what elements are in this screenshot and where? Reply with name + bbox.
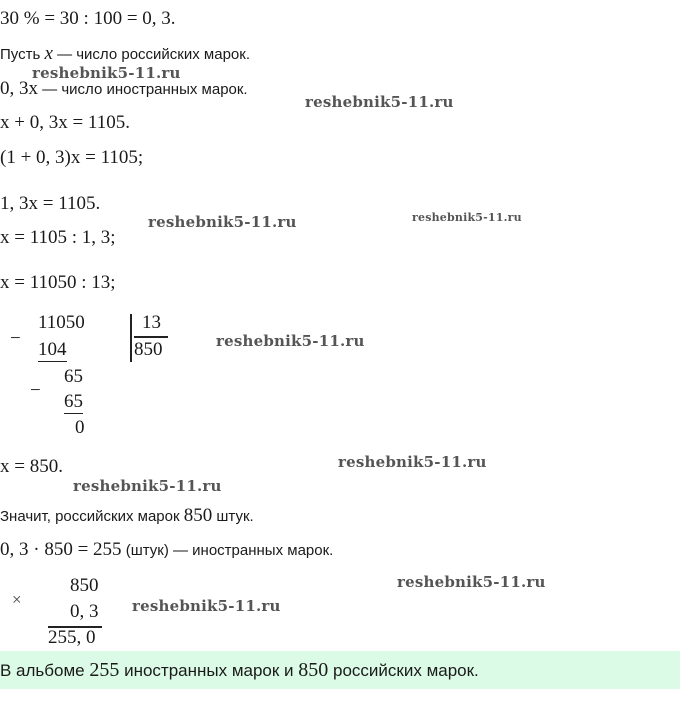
- conclusion-line: [0, 505, 254, 527]
- division-quotient: 850: [134, 339, 163, 360]
- foreign-var: 0, 3x: [0, 78, 38, 99]
- conclusion-suffix: штук.: [212, 508, 254, 525]
- answer-text: В альбоме 255 иностранных марок и 850 российских марок.: [0, 659, 479, 681]
- division-dividend: 11050: [38, 312, 85, 333]
- answer-banner: [0, 651, 680, 689]
- division-divisor: 13: [142, 312, 161, 333]
- multiplication-factor-2: 0, 3: [70, 601, 99, 622]
- division-horizontal-bar: [134, 336, 168, 338]
- equation-4: x = 1105 : 1, 3;: [0, 227, 116, 248]
- multiplication-factor-1: 850: [70, 575, 99, 596]
- percent-line: 30 % = 30 : 100 = 0, 3.: [0, 8, 176, 29]
- equation-2: (1 + 0, 3)x = 1105;: [0, 147, 144, 168]
- equation-6: x = 850.: [0, 456, 63, 477]
- equation-3: 1, 3x = 1105.: [0, 193, 101, 214]
- foreign-suffix: — число иностранных марок.: [38, 81, 248, 98]
- conclusion-prefix: Значит, российских марок: [0, 508, 184, 525]
- watermark-6: reshebnik5-11.ru: [338, 453, 487, 471]
- watermark-9: reshebnik5-11.ru: [132, 597, 281, 615]
- product-suffix: (штук) — иностранных марок.: [121, 542, 334, 559]
- product-line: [0, 539, 333, 561]
- watermark-2: reshebnik5-11.ru: [305, 93, 454, 111]
- watermark-4: reshebnik5-11.ru: [412, 211, 522, 224]
- watermark-1: reshebnik5-11.ru: [32, 64, 181, 82]
- division-minus-1: −: [10, 328, 21, 349]
- conclusion-number: 850: [183, 505, 213, 526]
- division-minus-2: −: [30, 380, 41, 401]
- let-var: x: [44, 43, 53, 64]
- multiply-sign-icon: ×: [12, 590, 22, 609]
- product-expression: 0, 3 · 850 = 255: [0, 539, 122, 560]
- watermark-3: reshebnik5-11.ru: [148, 213, 297, 231]
- division-remainder-2: 0: [75, 417, 85, 438]
- division-vertical-bar: [130, 314, 132, 362]
- multiplication-result: 255, 0: [48, 627, 96, 648]
- division-remainder-1: 65: [64, 366, 83, 387]
- equation-5: x = 11050 : 13;: [0, 272, 116, 293]
- let-suffix: — число российских марок.: [52, 46, 250, 63]
- let-line: [0, 43, 250, 65]
- division-subtrahend-1: 104: [38, 339, 67, 360]
- watermark-7: reshebnik5-11.ru: [73, 477, 222, 495]
- watermark-8: reshebnik5-11.ru: [397, 573, 546, 591]
- division-subtrahend-2: 65: [64, 391, 83, 412]
- equation-1: x + 0, 3x = 1105.: [0, 112, 130, 133]
- watermark-5: reshebnik5-11.ru: [216, 332, 365, 350]
- let-prefix: Пусть: [0, 46, 45, 63]
